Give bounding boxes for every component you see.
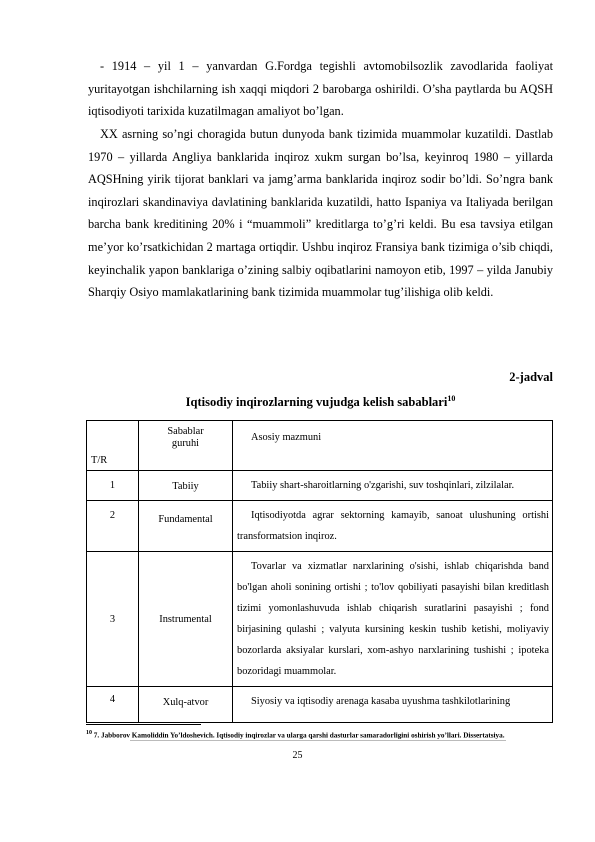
table-label: 2-jadval — [509, 370, 553, 384]
header-group: Sabablar guruhi — [139, 421, 233, 471]
paragraph-ford-wages: - 1914 – yil 1 – yanvardan G.Fordga tegishli avtomobilsozlik zavodlarida faoliyat yuritayotgan ishchilarning ish xaqqi miqdori 2 barobarga oshirildi. O’sha paytlarda bu AQSH iqtisodiyoti tarixida kuzatilmagan amaliyot bo’lgan. — [88, 59, 553, 119]
header-content: Asosiy mazmuni — [233, 421, 553, 471]
row-group: Instrumental — [139, 552, 233, 687]
table-title — [88, 394, 553, 410]
row-number: 4 — [87, 687, 139, 723]
row-content: Tovarlar va xizmatlar narxlarining o'sishi, ishlab chiqarishda band bo'lgan aholi sonining ortishi ; to'lov qobiliyati pasayishi bilan kreditlash tizimi yomonlashuvuda ishlab chiqarish suratlarini pasayishi ; fond birjasining qulashi ; valyuta kursining keskin tushib ketishi, moliyaviy bozorlarda aksiyalar kurslari, xom-ashyo narxlarining tushishi ; ipoteka bozoridagi muammolar. — [233, 552, 553, 687]
header-tr: T/R — [87, 421, 139, 471]
footnote-separator — [86, 724, 201, 725]
footnote-text: 7. Jabborov Kamoliddin Yo’ldoshevich. Iqtisodiy inqirozlar va ularga qarshi dasturlar samaradorligini oshirish yo’llari. Dissertatsiya. — [93, 731, 505, 740]
table-row — [87, 501, 553, 552]
table-header-row — [87, 421, 553, 471]
table-row — [87, 552, 553, 687]
row-content: Iqtisodiyotda agrar sektorning kamayib, sanoat ulushuning ortishi transformatsion inqiroz. — [233, 501, 553, 552]
page-bottom-rule — [130, 740, 506, 741]
row-number: 3 — [87, 552, 139, 687]
paragraph-bank-crises: XX asrning so’ngi choragida butun dunyoda bank tizimida muammolar kuzatildi. Dastlab 1970 – yillarda Angliya banklarida inqiroz xukm surgan bo’lsa, keyinroq 1980 – yillarda AQSHning yirik tijorat banklari va jamg’arma banklarida inqiroz sodir bo’ldi. So’ngra bank inqirozlari skandinaviya davlatining banklarida kuzatildi, hatto Ispaniya va Italiyada berilgan barcha bank kreditining 20% i “muammoli” kreditlarga to’g’ri keldi. Bu esa tavsiya etilgan me’yor ko’rsatkichidan 2 martaga ortiqdir. Ushbu inqiroz Fransiya bank tizimiga o’sib chiqdi, keyinchalik yapon banklariga o’zining salbiy oqibatlarini namoyon etib, 1997 – yilda Janubiy Sharqiy Osiyo mamlakatlarining bank tizimida muammolar tug’ilishiga olib keldi. — [88, 127, 553, 300]
row-number: 2 — [87, 501, 139, 552]
row-group: Xulq-atvor — [139, 687, 233, 723]
crisis-causes-table — [86, 420, 553, 723]
table-row — [87, 471, 553, 501]
row-content: Siyosiy va iqtisodiy arenaga kasaba uyushma tashkilotlarining — [233, 687, 553, 723]
table-row — [87, 687, 553, 723]
row-content: Tabiiy shart-sharoitlarning o'zgarishi, suv toshqinlari, zilzilalar. — [233, 471, 553, 501]
row-group: Tabiiy — [139, 471, 233, 501]
footnote-ref: 10 — [86, 730, 92, 736]
row-group: Fundamental — [139, 501, 233, 552]
table-title-footnote-ref: 10 — [447, 394, 456, 403]
page-number: 25 — [292, 750, 303, 761]
table-title-text: Iqtisodiy inqirozlarning vujudga kelish sabablari — [185, 395, 448, 410]
row-number: 1 — [87, 471, 139, 501]
